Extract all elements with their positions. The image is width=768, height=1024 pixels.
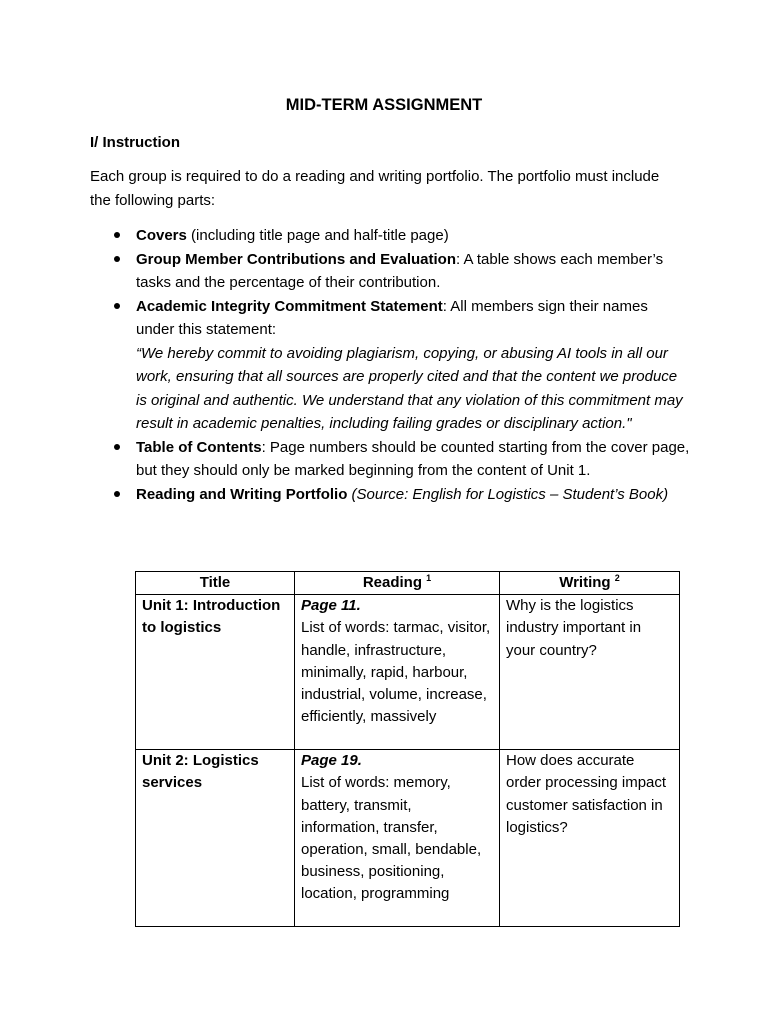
table-row	[136, 750, 680, 927]
bullet-text: (including title page and half-title page)	[186, 227, 449, 244]
unit-title-cell: Unit 1: Introduction to logistics	[136, 595, 295, 750]
document-title: MID-TERM ASSIGNMENT	[285, 96, 483, 114]
writing-cell: How does accurate order processing impact customer satisfaction in logistics?	[500, 750, 680, 927]
portfolio-table	[135, 571, 680, 927]
word-list: List of words: memory, battery, transmit, information, transfer, operation, small, bendable, business, positioning, location, programming	[301, 774, 482, 903]
source-note: (Source: English for Logistics – Student’s Book)	[347, 485, 669, 503]
page-reference: Page 11.	[301, 597, 361, 615]
list-item-integrity	[90, 295, 690, 436]
writing-cell: Why is the logistics industry important in your country?	[500, 595, 680, 750]
bullet-text: : All members sign their names under this statement:	[136, 297, 648, 338]
header-reading	[295, 572, 500, 595]
bullet-label: Group Member Contributions and Evaluation	[136, 250, 457, 268]
header-writing	[500, 572, 680, 595]
header-title-label: Title	[199, 574, 231, 591]
header-title	[136, 572, 295, 595]
list-item-covers	[90, 224, 690, 248]
page-reference: Page 19.	[301, 752, 362, 770]
list-item-contributions	[90, 248, 690, 295]
unit-title-cell: Unit 2: Logistics services	[136, 750, 295, 927]
word-list: List of words: tarmac, visitor, handle, infrastructure, minimally, rapid, harbour, industrial, volume, increase, efficiently, massively	[301, 619, 491, 726]
table-row	[136, 595, 680, 750]
intro-paragraph: Each group is required to do a reading and writing portfolio. The portfolio must include the following parts:	[90, 168, 660, 209]
list-item-contents	[90, 436, 690, 483]
header-reading-label: Reading	[362, 574, 422, 591]
table-header-row	[136, 572, 680, 595]
list-item-portfolio	[90, 483, 690, 507]
bullet-text: : A table shows each member’s tasks and the percentage of their contribution.	[136, 250, 664, 291]
commitment-quote: “We hereby commit to avoiding plagiarism, copying, or abusing AI tools in all our work, ensuring that all sources are properly cited and that the content we produce is original and authentic. We understand that any violation of this commitment may result in academic penalties, including failing grades or disciplinary action."	[136, 344, 683, 432]
footnote-marker: 1	[426, 573, 432, 583]
bullet-text: : Page numbers should be counted starting from the cover page, but they should only be marked beginning from the content of Unit 1.	[136, 438, 690, 479]
requirements-list	[90, 224, 690, 506]
reading-cell	[295, 750, 500, 927]
header-writing-label: Writing	[559, 574, 611, 591]
reading-cell	[295, 595, 500, 750]
section-heading: I/ Instruction	[90, 134, 180, 151]
footnote-marker: 2	[614, 573, 620, 583]
bullet-label: Table of Contents	[136, 438, 262, 456]
bullet-label: Academic Integrity Commitment Statement	[136, 297, 443, 315]
bullet-label: Reading and Writing Portfolio	[136, 485, 348, 503]
bullet-label: Covers	[136, 227, 187, 244]
